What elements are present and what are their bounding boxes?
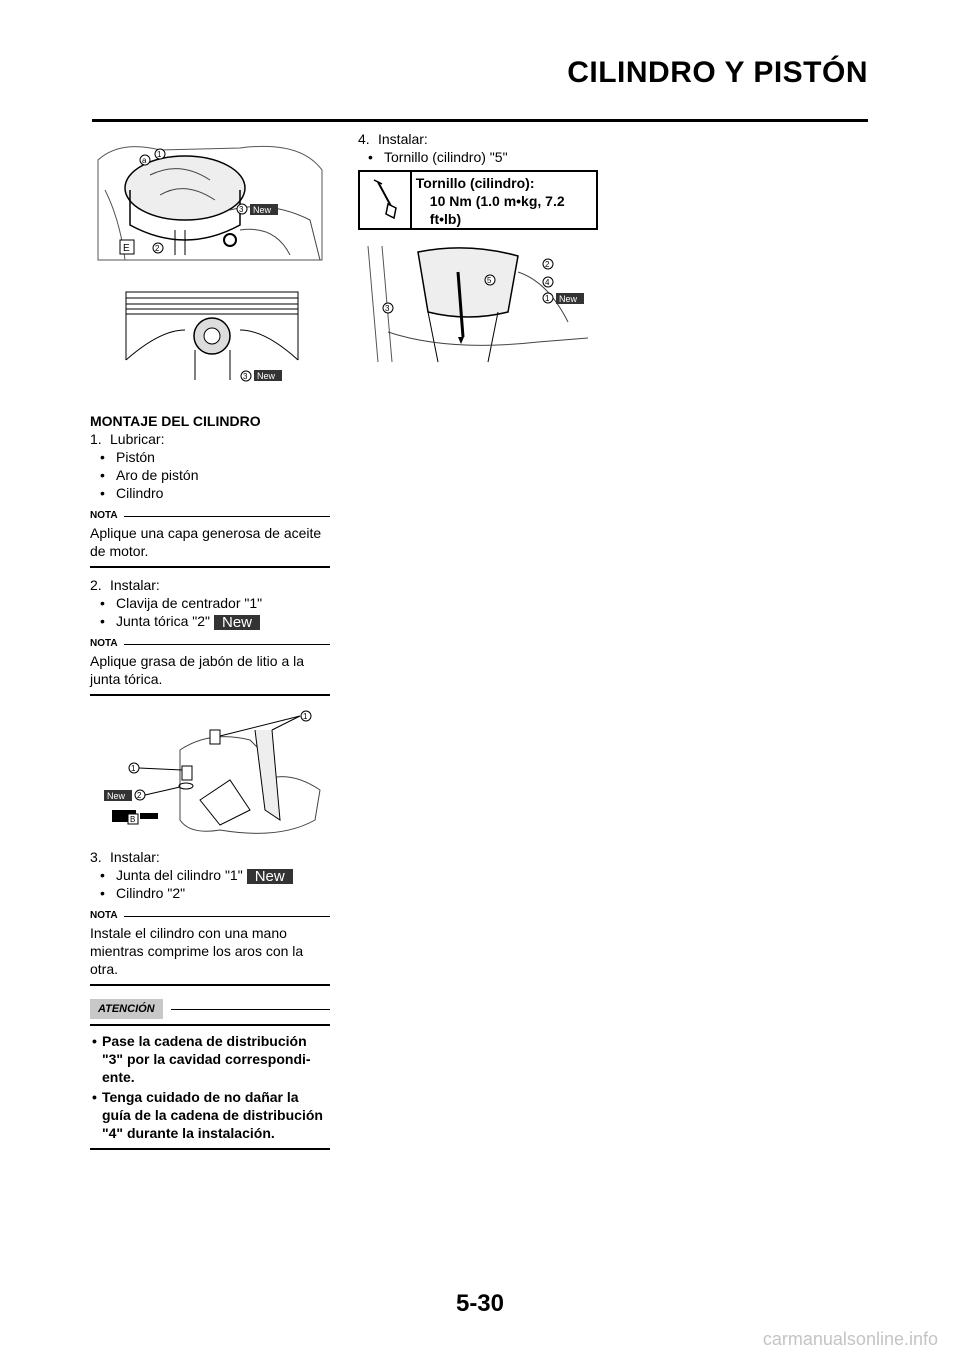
fig1-label-a: a <box>142 156 147 165</box>
figure-piston-installation <box>90 130 330 270</box>
list-item: • Pistón <box>100 449 155 465</box>
fig3-label-2: 2 <box>137 791 142 800</box>
fig1-label-1: 1 <box>157 150 162 159</box>
atencion-heading: ATENCIÓN <box>90 999 163 1019</box>
step-4-number: 4. <box>358 131 370 147</box>
fig4-label-2: 2 <box>545 260 550 269</box>
fig3-label-b: B <box>130 815 136 824</box>
nota-heading: NOTA <box>90 638 118 649</box>
fig4-new-badge: New <box>559 294 578 304</box>
step-2-label: Instalar: <box>110 577 160 593</box>
watermark: carmanualsonline.info <box>762 1329 938 1349</box>
list-item: • Tornillo (cilindro) "5" <box>368 149 508 165</box>
nota-text: Aplique grasa de jabón de litio a la junta tórica. <box>90 653 305 687</box>
nota-box <box>90 638 330 696</box>
torque-spec-box <box>358 170 598 230</box>
step-4 <box>358 130 608 148</box>
list-item: • Junta del cilindro "1" New <box>90 866 330 884</box>
step-2 <box>90 576 330 594</box>
nota-box <box>90 910 330 986</box>
fig1-new-badge: New <box>253 205 272 215</box>
fig4-label-5: 5 <box>487 276 492 285</box>
nota-heading: NOTA <box>90 510 118 521</box>
nota-heading: NOTA <box>90 910 118 921</box>
right-column <box>358 130 608 372</box>
atencion-item: • Pase la cadena de distribución "3" por la cavidad correspondi-ente. <box>92 1033 311 1085</box>
nota-box <box>90 510 330 568</box>
torque-value: 10 Nm (1.0 m•kg, 7.2 ft•lb) <box>429 193 565 227</box>
nota-text: Aplique una capa generosa de aceite de motor. <box>90 525 322 559</box>
new-badge: New <box>247 869 293 884</box>
list-item: • Cilindro <box>100 485 164 501</box>
fig3-label-1a: 1 <box>303 712 308 721</box>
step-3-label: Instalar: <box>110 849 160 865</box>
figure-cylinder-bolt <box>358 242 598 372</box>
fig3-new-badge: New <box>107 791 126 801</box>
step-3-number: 3. <box>90 849 102 865</box>
fig1-label-2: 2 <box>155 244 160 253</box>
step-1-number: 1. <box>90 431 102 447</box>
list-item: • Aro de pistón <box>100 467 199 483</box>
fig2-new-badge: New <box>257 371 276 381</box>
step-3 <box>90 848 330 866</box>
fig2-label-3: 3 <box>243 372 248 381</box>
step-4-label: Instalar: <box>378 131 428 147</box>
figure-dowel-pins <box>90 710 330 840</box>
torque-wrench-icon <box>360 172 412 228</box>
figure-piston-clip <box>90 290 330 390</box>
step-2-number: 2. <box>90 577 102 593</box>
step-1-label: Lubricar: <box>110 431 165 447</box>
fig4-label-4: 4 <box>545 278 550 287</box>
page-number: 5-30 <box>455 1290 505 1317</box>
list-item: • Cilindro "2" <box>100 885 186 901</box>
fig1-label-3: 3 <box>239 205 244 214</box>
fig3-label-1b: 1 <box>131 764 136 773</box>
fig1-label-e: E <box>123 243 130 254</box>
torque-title: Tornillo (cilindro): <box>415 175 535 191</box>
fig4-label-3: 3 <box>385 304 390 313</box>
atencion-box <box>90 1000 330 1150</box>
atencion-item: • Tenga cuidado de no dañar la guía de la cadena de distribución "4" durante la instalación. <box>92 1089 323 1141</box>
left-column <box>90 130 330 1150</box>
list-item: • Junta tórica "2" New <box>90 612 330 630</box>
section-title: MONTAJE DEL CILINDRO <box>90 413 261 429</box>
new-badge: New <box>214 615 260 630</box>
page-title: CILINDRO Y PISTÓN <box>567 56 868 89</box>
nota-text: Instale el cilindro con una mano mientras comprime los aros con la otra. <box>90 925 304 977</box>
header-rule <box>92 119 868 122</box>
list-item: • Clavija de centrador "1" <box>100 595 263 611</box>
fig4-label-1: 1 <box>545 294 550 303</box>
step-1 <box>90 430 330 448</box>
